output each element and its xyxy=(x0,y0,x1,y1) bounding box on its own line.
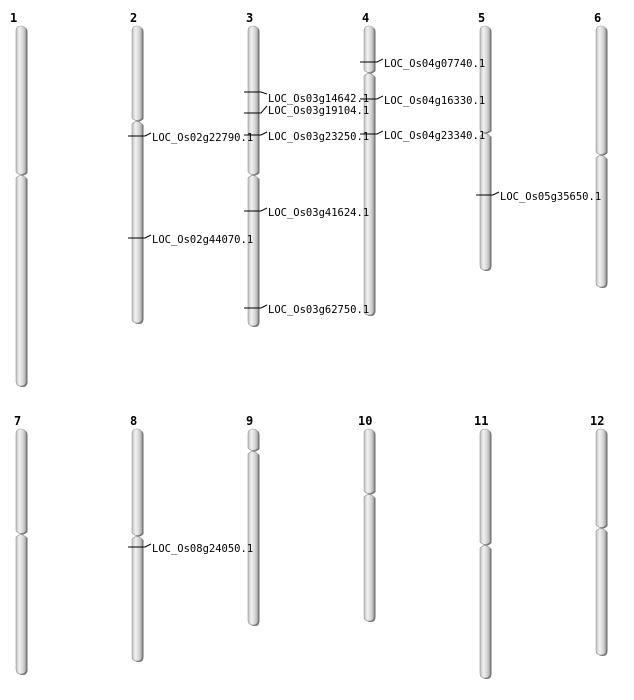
gene-label: LOC_Os03g14642.1 xyxy=(268,93,370,105)
gene-marker xyxy=(360,58,485,70)
gene-connector xyxy=(260,106,267,113)
chromosome-arm-p xyxy=(480,26,490,133)
gene-connector xyxy=(144,544,151,547)
chromosome-arm-q xyxy=(132,122,142,324)
chromosome-arm-p xyxy=(364,429,374,494)
gene-marker xyxy=(244,207,369,219)
gene-marker xyxy=(128,132,253,144)
chromosome-title: 7 xyxy=(14,414,22,428)
chromosome-title: 2 xyxy=(130,11,138,25)
gene-connector xyxy=(376,131,383,134)
gene-marker xyxy=(128,543,253,555)
chromosome-arm-q xyxy=(480,134,490,271)
gene-marker xyxy=(244,304,369,316)
chromosome-title: 9 xyxy=(246,414,254,428)
gene-label: LOC_Os03g23250.1 xyxy=(268,131,370,143)
gene-marker xyxy=(244,105,369,117)
chromosome-arm-q xyxy=(596,529,606,656)
gene-label: LOC_Os03g62750.1 xyxy=(268,304,370,316)
gene-label: LOC_Os08g24050.1 xyxy=(152,543,254,555)
chromosome-title: 6 xyxy=(594,11,602,25)
gene-connector xyxy=(260,92,267,94)
chromosome-arm-q xyxy=(364,495,374,622)
gene-marker xyxy=(360,95,485,107)
gene-label: LOC_Os04g07740.1 xyxy=(384,58,486,70)
gene-connector xyxy=(144,235,151,238)
chromosome-arm-p xyxy=(132,429,142,536)
gene-marker xyxy=(360,130,485,142)
gene-label: LOC_Os05g35650.1 xyxy=(500,191,602,203)
gene-label: LOC_Os02g44070.1 xyxy=(152,234,254,246)
chromosome-12 xyxy=(590,414,608,656)
gene-label: LOC_Os03g41624.1 xyxy=(268,207,370,219)
chromosome-1 xyxy=(10,11,28,387)
chromosome-title: 10 xyxy=(358,414,373,428)
chromosome-arm-q xyxy=(480,546,490,679)
chromosome-arm-p xyxy=(248,26,258,175)
chromosome-title: 3 xyxy=(246,11,254,25)
chromosome-10 xyxy=(358,414,376,622)
chromosome-arm-q xyxy=(16,176,26,387)
gene-marker xyxy=(476,191,601,203)
gene-marker xyxy=(244,92,369,105)
chromosome-arm-q xyxy=(248,176,258,327)
chromosome-arm-q xyxy=(16,535,26,675)
gene-connector xyxy=(260,305,267,308)
chromosome-arm-p xyxy=(596,26,606,155)
chromosome-8 xyxy=(130,414,144,662)
gene-connector xyxy=(492,192,499,195)
chromosome-arm-p xyxy=(596,429,606,528)
gene-marker xyxy=(128,234,253,246)
chromosome-arm-q xyxy=(596,156,606,288)
chromosome-2 xyxy=(130,11,144,324)
gene-label: LOC_Os04g23340.1 xyxy=(384,130,486,142)
gene-marker xyxy=(244,131,369,143)
gene-connector xyxy=(376,96,383,99)
chromosome-arm-q xyxy=(248,452,258,626)
chromosome-arm-p xyxy=(480,429,490,545)
chromosome-arm-p xyxy=(364,26,374,73)
chromosome-11 xyxy=(474,414,492,679)
gene-label: LOC_Os03g19104.1 xyxy=(268,105,370,117)
gene-connector xyxy=(260,132,267,135)
chromosome-4 xyxy=(362,11,376,316)
gene-connector xyxy=(260,208,267,211)
gene-label: LOC_Os04g16330.1 xyxy=(384,95,486,107)
gene-connector xyxy=(376,59,383,62)
chromosome-7 xyxy=(14,414,28,675)
chromosome-title: 4 xyxy=(362,11,370,25)
chromosome-6 xyxy=(594,11,608,288)
chromosome-title: 8 xyxy=(130,414,138,428)
chromosome-arm-p xyxy=(16,429,26,534)
chromosome-arm-p xyxy=(16,26,26,175)
chromosome-title: 5 xyxy=(478,11,486,25)
gene-connector xyxy=(144,133,151,136)
gene-label: LOC_Os02g22790.1 xyxy=(152,132,254,144)
chromosome-title: 1 xyxy=(10,11,18,25)
chromosome-title: 12 xyxy=(590,414,605,428)
chromosome-arm-p xyxy=(132,26,142,121)
chromosome-arm-q xyxy=(132,537,142,662)
chromosome-arm-p xyxy=(248,429,258,451)
chromosome-title: 11 xyxy=(474,414,489,428)
chromosome-9 xyxy=(246,414,260,626)
chromosome-3 xyxy=(246,11,260,327)
